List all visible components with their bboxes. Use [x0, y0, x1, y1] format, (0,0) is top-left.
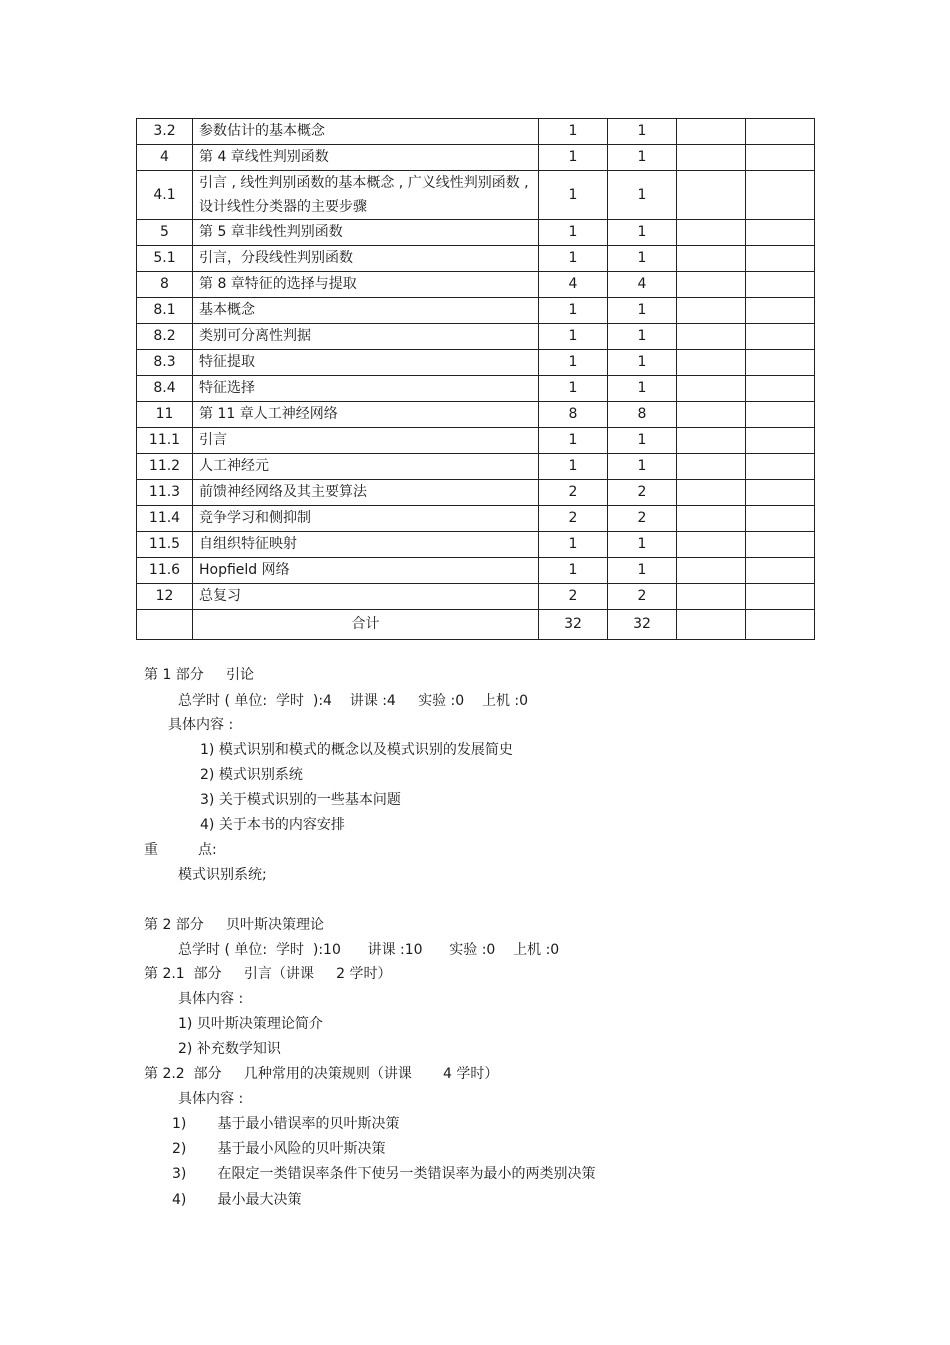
row-empty-cell [677, 298, 746, 324]
part1-heading: 第 1 部分 引论 [144, 667, 255, 683]
table-row [137, 272, 815, 298]
row-title: 特征选择 [193, 376, 539, 402]
row-total-hours: 1 [608, 454, 677, 480]
total-empty-cell [677, 610, 746, 640]
row-title: 第 5 章非线性判别函数 [193, 220, 539, 246]
row-lecture-hours: 1 [539, 171, 608, 220]
row-empty-cell [677, 506, 746, 532]
row-title: 参数估计的基本概念 [193, 119, 539, 145]
table-row [137, 171, 815, 220]
section-2-2-item: 2) 基于最小风险的贝叶斯决策 [172, 1141, 386, 1157]
row-number: 8.2 [137, 324, 193, 350]
row-total-hours: 4 [608, 272, 677, 298]
total-label: 合计 [193, 610, 539, 640]
table-row [137, 584, 815, 610]
section-2-1-heading: 第 2.1 部分 引言（讲课 2 学时） [144, 966, 392, 982]
row-empty-cell [746, 506, 815, 532]
row-title: 第 4 章线性判别函数 [193, 145, 539, 171]
row-total-hours: 1 [608, 220, 677, 246]
row-empty-cell [677, 376, 746, 402]
row-number: 12 [137, 584, 193, 610]
row-lecture-hours: 2 [539, 480, 608, 506]
table-body [137, 119, 815, 640]
row-title: 第 11 章人工神经网络 [193, 402, 539, 428]
table-row [137, 298, 815, 324]
part1-key-label: 重 点: [144, 842, 217, 858]
row-empty-cell [746, 119, 815, 145]
row-number: 5.1 [137, 246, 193, 272]
table-row [137, 402, 815, 428]
row-total-hours: 1 [608, 532, 677, 558]
row-empty-cell [746, 171, 815, 220]
row-title: 类别可分离性判据 [193, 324, 539, 350]
section-2-1-item: 2) 补充数学知识 [178, 1041, 281, 1057]
table-row [137, 480, 815, 506]
row-empty-cell [677, 119, 746, 145]
row-lecture-hours: 1 [539, 532, 608, 558]
row-title: 竞争学习和侧抑制 [193, 506, 539, 532]
row-number: 4.1 [137, 171, 193, 220]
section-2-2-item: 1) 基于最小错误率的贝叶斯决策 [172, 1116, 400, 1132]
row-lecture-hours: 1 [539, 558, 608, 584]
row-total-hours: 1 [608, 171, 677, 220]
row-number: 4 [137, 145, 193, 171]
row-number: 3.2 [137, 119, 193, 145]
total-empty-cell [137, 610, 193, 640]
course-hours-table [136, 118, 815, 640]
row-lecture-hours: 1 [539, 428, 608, 454]
row-total-hours: 2 [608, 584, 677, 610]
row-title: 引言，分段线性判别函数 [193, 246, 539, 272]
row-title: 自组织特征映射 [193, 532, 539, 558]
table-row [137, 376, 815, 402]
row-empty-cell [746, 298, 815, 324]
table-row [137, 506, 815, 532]
section-2-1-item: 1) 贝叶斯决策理论简介 [178, 1016, 323, 1032]
table-row [137, 145, 815, 171]
row-title: 引言 , 线性判别函数的基本概念 , 广义线性判别函数 , 设计线性分类器的主要步骤 [193, 171, 539, 220]
row-empty-cell [677, 324, 746, 350]
row-empty-cell [677, 272, 746, 298]
section-2-2-content-label: 具体内容 : [178, 1091, 244, 1107]
row-total-hours: 1 [608, 246, 677, 272]
row-total-hours: 1 [608, 428, 677, 454]
row-empty-cell [677, 246, 746, 272]
row-number: 8 [137, 272, 193, 298]
section-2-1-content-label: 具体内容 : [178, 991, 244, 1007]
row-number: 11 [137, 402, 193, 428]
row-empty-cell [746, 145, 815, 171]
section-2-2-heading: 第 2.2 部分 几种常用的决策规则（讲课 4 学时） [144, 1066, 499, 1082]
row-number: 8.1 [137, 298, 193, 324]
row-number: 11.2 [137, 454, 193, 480]
part1-item: 3) 关于模式识别的一些基本问题 [200, 792, 401, 808]
table-row [137, 532, 815, 558]
part1-hours: 总学时 ( 单位: 学时 ):4 讲课 :4 实验 :0 上机 :0 [178, 693, 529, 709]
table-row [137, 246, 815, 272]
row-lecture-hours: 1 [539, 350, 608, 376]
row-empty-cell [746, 272, 815, 298]
part1-key-text: 模式识别系统; [178, 867, 267, 883]
row-lecture-hours: 1 [539, 119, 608, 145]
table-row [137, 350, 815, 376]
row-title: 第 8 章特征的选择与提取 [193, 272, 539, 298]
row-lecture-hours: 2 [539, 584, 608, 610]
row-lecture-hours: 2 [539, 506, 608, 532]
total-empty-cell [746, 610, 815, 640]
row-empty-cell [677, 532, 746, 558]
row-number: 11.5 [137, 532, 193, 558]
row-empty-cell [746, 532, 815, 558]
row-lecture-hours: 1 [539, 324, 608, 350]
row-total-hours: 8 [608, 402, 677, 428]
row-empty-cell [677, 428, 746, 454]
row-total-hours: 1 [608, 145, 677, 171]
row-empty-cell [746, 454, 815, 480]
table-row [137, 454, 815, 480]
row-number: 11.1 [137, 428, 193, 454]
table-row [137, 324, 815, 350]
part1-item: 2) 模式识别系统 [200, 767, 303, 783]
row-empty-cell [677, 350, 746, 376]
row-empty-cell [746, 402, 815, 428]
row-lecture-hours: 1 [539, 454, 608, 480]
table-row [137, 119, 815, 145]
row-title: 总复习 [193, 584, 539, 610]
section-2-2-item: 3) 在限定一类错误率条件下使另一类错误率为最小的两类别决策 [172, 1166, 596, 1182]
row-number: 11.6 [137, 558, 193, 584]
row-number: 8.4 [137, 376, 193, 402]
row-number: 8.3 [137, 350, 193, 376]
row-empty-cell [746, 376, 815, 402]
row-empty-cell [746, 246, 815, 272]
row-total-hours: 2 [608, 480, 677, 506]
row-empty-cell [677, 171, 746, 220]
row-number: 5 [137, 220, 193, 246]
table-row [137, 428, 815, 454]
row-empty-cell [677, 145, 746, 171]
total-lecture-hours: 32 [539, 610, 608, 640]
table-row [137, 558, 815, 584]
row-empty-cell [746, 350, 815, 376]
row-title: 特征提取 [193, 350, 539, 376]
row-lecture-hours: 1 [539, 376, 608, 402]
part2-heading: 第 2 部分 贝叶斯决策理论 [144, 917, 325, 933]
table-total-row [137, 610, 815, 640]
row-title: 人工神经元 [193, 454, 539, 480]
row-lecture-hours: 1 [539, 298, 608, 324]
row-empty-cell [677, 402, 746, 428]
part1-content-label: 具体内容 : [168, 717, 234, 733]
part1-item: 4) 关于本书的内容安排 [200, 817, 345, 833]
row-lecture-hours: 1 [539, 246, 608, 272]
row-total-hours: 1 [608, 558, 677, 584]
section-2-2-item: 4) 最小最大决策 [172, 1192, 302, 1208]
row-lecture-hours: 4 [539, 272, 608, 298]
row-title: Hopfield 网络 [193, 558, 539, 584]
row-empty-cell [746, 584, 815, 610]
row-empty-cell [746, 324, 815, 350]
row-empty-cell [746, 220, 815, 246]
row-number: 11.4 [137, 506, 193, 532]
row-empty-cell [677, 454, 746, 480]
row-empty-cell [677, 220, 746, 246]
row-empty-cell [677, 584, 746, 610]
row-total-hours: 1 [608, 324, 677, 350]
row-total-hours: 1 [608, 298, 677, 324]
total-hours: 32 [608, 610, 677, 640]
table-row [137, 220, 815, 246]
part1-item: 1) 模式识别和模式的概念以及模式识别的发展简史 [200, 742, 513, 758]
row-title: 基本概念 [193, 298, 539, 324]
row-empty-cell [677, 558, 746, 584]
row-number: 11.3 [137, 480, 193, 506]
row-lecture-hours: 8 [539, 402, 608, 428]
row-title: 前馈神经网络及其主要算法 [193, 480, 539, 506]
row-empty-cell [746, 480, 815, 506]
row-total-hours: 1 [608, 119, 677, 145]
row-empty-cell [677, 480, 746, 506]
row-total-hours: 2 [608, 506, 677, 532]
part2-hours: 总学时 ( 单位: 学时 ):10 讲课 :10 实验 :0 上机 :0 [178, 942, 560, 958]
row-total-hours: 1 [608, 376, 677, 402]
row-lecture-hours: 1 [539, 220, 608, 246]
row-lecture-hours: 1 [539, 145, 608, 171]
row-title: 引言 [193, 428, 539, 454]
row-empty-cell [746, 558, 815, 584]
row-empty-cell [746, 428, 815, 454]
row-total-hours: 1 [608, 350, 677, 376]
